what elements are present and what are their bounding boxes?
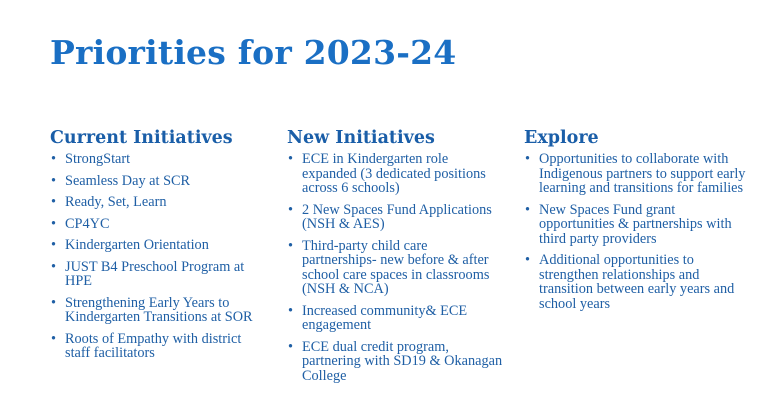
bullet-icon: • [51, 294, 57, 311]
current-initiatives-heading: Current Initiatives [50, 128, 233, 148]
list-item-text: Additional opportunities to strengthen relationships and transition between early years and school years [539, 252, 735, 312]
list-item-text: Third-party child care partnerships- new before & after school care spaces in classrooms (NSH & NCA) [302, 237, 490, 297]
list-item [287, 203, 505, 232]
bullet-icon: • [288, 338, 294, 355]
list-item [524, 152, 752, 196]
list-item-text: Roots of Empathy with district staff facilitators [65, 330, 242, 361]
bullet-icon: • [51, 258, 57, 275]
list-item-text: Kindergarten Orientation [65, 237, 209, 253]
new-initiatives-column [287, 128, 505, 390]
bullet-icon: • [288, 151, 294, 167]
list-item-text: Opportunities to collaborate with Indigenous partners to support early learning and transitions for families [539, 151, 746, 196]
list-item-text: New Spaces Fund grant opportunities & partnerships with third party providers [539, 201, 732, 247]
list-item-text: StrongStart [65, 151, 131, 167]
list-item [524, 203, 752, 247]
explore-heading: Explore [524, 128, 599, 148]
bullet-icon: • [51, 194, 57, 210]
list-item [50, 217, 268, 232]
list-item-text: JUST B4 Preschool Program at HPE [65, 258, 245, 289]
current-initiatives-list [50, 152, 268, 361]
list-item [287, 340, 505, 384]
list-item [287, 239, 505, 297]
bullet-icon: • [51, 237, 57, 253]
list-item [524, 253, 752, 311]
list-item [287, 152, 505, 196]
list-item-text: Ready, Set, Learn [65, 194, 167, 210]
bullet-icon: • [51, 330, 57, 347]
list-item [50, 238, 268, 253]
list-item [50, 174, 268, 189]
list-item-text: ECE in Kindergarten role expanded (3 dedicated positions across 6 schools) [302, 151, 486, 196]
list-item-text: 2 New Spaces Fund Applications (NSH & AES) [302, 201, 492, 232]
bullet-icon: • [525, 151, 531, 167]
list-item [50, 332, 268, 361]
list-item-text: Strengthening Early Years to Kindergarten Transitions at SOR [65, 294, 253, 325]
list-item [50, 260, 268, 289]
current-initiatives-column [50, 128, 268, 368]
list-item [50, 296, 268, 325]
list-item-text: Increased community& ECE engagement [302, 302, 468, 333]
list-item [50, 195, 268, 210]
list-item-text: Seamless Day at SCR [65, 172, 191, 189]
page-title: Priorities for 2023-24 [50, 33, 457, 72]
bullet-icon: • [525, 252, 531, 268]
bullet-icon: • [525, 201, 531, 218]
explore-list [524, 152, 752, 311]
bullet-icon: • [51, 172, 57, 189]
bullet-icon: • [51, 215, 57, 232]
bullet-icon: • [288, 302, 294, 319]
bullet-icon: • [51, 151, 57, 167]
list-item [50, 152, 268, 167]
list-item-text: ECE dual credit program, partnering with SD19 & Okanagan College [302, 338, 503, 384]
bullet-icon: • [288, 237, 294, 254]
new-initiatives-list [287, 152, 505, 383]
list-item [287, 304, 505, 333]
explore-column [524, 128, 752, 318]
new-initiatives-heading: New Initiatives [287, 128, 435, 148]
bullet-icon: • [288, 201, 294, 218]
list-item-text: CP4YC [65, 215, 110, 232]
